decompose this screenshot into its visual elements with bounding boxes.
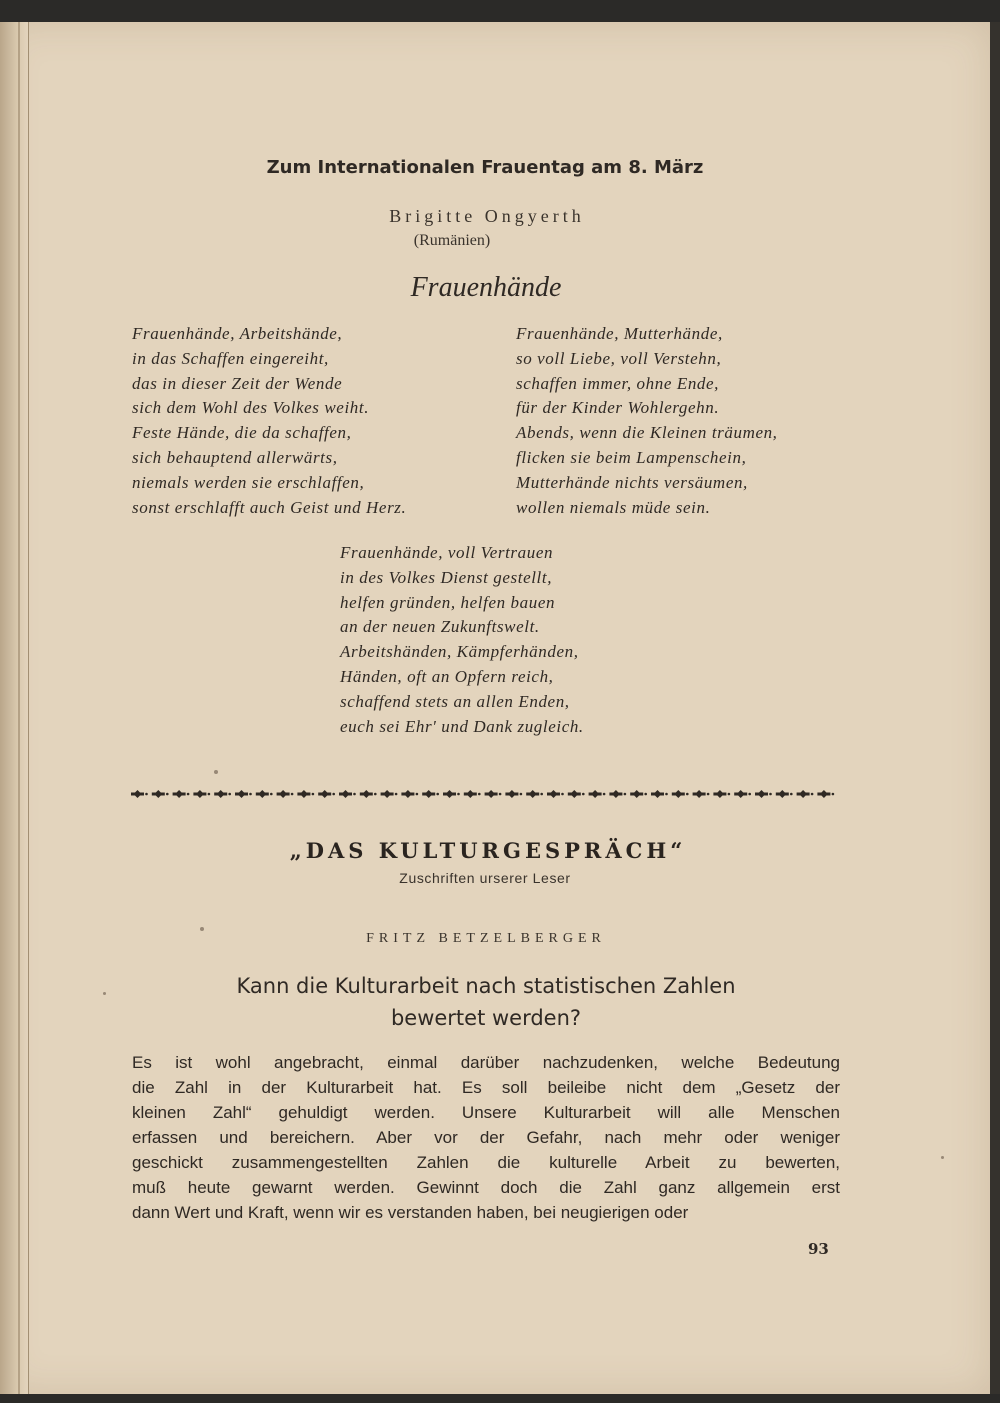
paper-speck [103, 992, 106, 995]
article-body [132, 1050, 840, 1225]
poem-line: schaffen immer, ohne Ende, [516, 373, 720, 393]
article-title [180, 970, 792, 1034]
section-title: „DAS KULTURGESPRÄCH“ [289, 838, 687, 863]
article-title-line-2: bewertet werden? [390, 1006, 582, 1030]
bottom-page-edge [0, 1394, 1000, 1403]
poem-line: wollen niemals müde sein. [516, 497, 711, 517]
poem-line: helfen gründen, helfen bauen [340, 592, 556, 612]
stanza-3 [340, 541, 584, 739]
poem-line: so voll Liebe, voll Verstehn, [516, 348, 722, 368]
poem-line: Frauenhände, Mutterhände, [516, 324, 723, 343]
poem-line: sich dem Wohl des Volkes weiht. [132, 398, 370, 418]
article-line: Es ist wohl angebracht, einmal darüber nachzudenken, welche Bedeutung [132, 1053, 840, 1072]
poem-line: Frauenhände, voll Vertrauen [340, 543, 554, 562]
article-line: dann Wert und Kraft, wenn wir es verstanden haben, bei neugierigen oder [132, 1203, 689, 1222]
ornamental-divider [128, 788, 838, 800]
poem-line: in des Volkes Dienst gestellt, [340, 567, 553, 587]
poet-name: Brigitte Ongyerth [389, 206, 585, 226]
poem-line: in das Schaffen eingereiht, [132, 348, 329, 368]
right-page-edge [990, 22, 1000, 1394]
book-spine [0, 22, 29, 1394]
article-line: kleinen Zahl“ gehuldigt werden. Unsere Kulturarbeit will alle Menschen [132, 1103, 840, 1122]
page-number: 93 [808, 1240, 829, 1258]
article-line: geschickt zusammengestellten Zahlen die kulturelle Arbeit zu bewerten, [132, 1153, 840, 1172]
poem-line: für der Kinder Wohlergehn. [516, 398, 720, 418]
poem-line: niemals werden sie erschlaffen, [132, 472, 365, 492]
poem-line: Feste Hände, die da schaffen, [132, 423, 352, 443]
paper-speck [941, 1156, 944, 1159]
poem-line: euch sei Ehr' und Dank zugleich. [340, 716, 584, 736]
poem-line: sich behauptend allerwärts, [132, 447, 338, 467]
poem-line: flicken sie beim Lampenschein, [516, 447, 747, 467]
poem-line: Frauenhände, Arbeitshände, [132, 324, 343, 343]
section-subtitle: Zuschriften urserer Leser [399, 870, 571, 886]
poem-line: Mutterhände nichts versäumen, [516, 472, 748, 492]
article-title-line-1: Kann die Kulturarbeit nach statistischen Zahlen [236, 974, 736, 998]
paper-speck [200, 927, 204, 931]
article-author: FRITZ BETZELBERGER [366, 931, 606, 946]
paper-speck [214, 770, 218, 774]
poem-line: Händen, oft an Opfern reich, [340, 666, 554, 686]
poem-title: Frauenhände [410, 272, 562, 303]
poem-line: Arbeitshänden, Kämpferhänden, [340, 642, 579, 662]
poem-line: Abends, wenn die Kleinen träumen, [516, 423, 778, 443]
poem-line: schaffend stets an allen Enden, [340, 691, 570, 711]
spine-fold-line [18, 22, 20, 1394]
stanza-1 [132, 322, 406, 520]
poem-line: das in dieser Zeit der Wende [132, 373, 343, 393]
poem-line: an der neuen Zukunftswelt. [340, 617, 540, 637]
stanza-2 [516, 322, 778, 520]
article-line: die Zahl in der Kulturarbeit hat. Es soll beileibe nicht dem „Gesetz der [132, 1078, 840, 1097]
poet-country: (Rumänien) [413, 232, 491, 249]
article-line: erfassen und bereichern. Aber vor der Gefahr, nach mehr oder weniger [132, 1128, 840, 1147]
poem-line: sonst erschlafft auch Geist und Herz. [132, 497, 407, 517]
article-line: muß heute gewarnt werden. Gewinnt doch die Zahl ganz allgemein erst [132, 1178, 840, 1197]
occasion-heading: Zum Internationalen Frauentag am 8. März [266, 157, 704, 178]
